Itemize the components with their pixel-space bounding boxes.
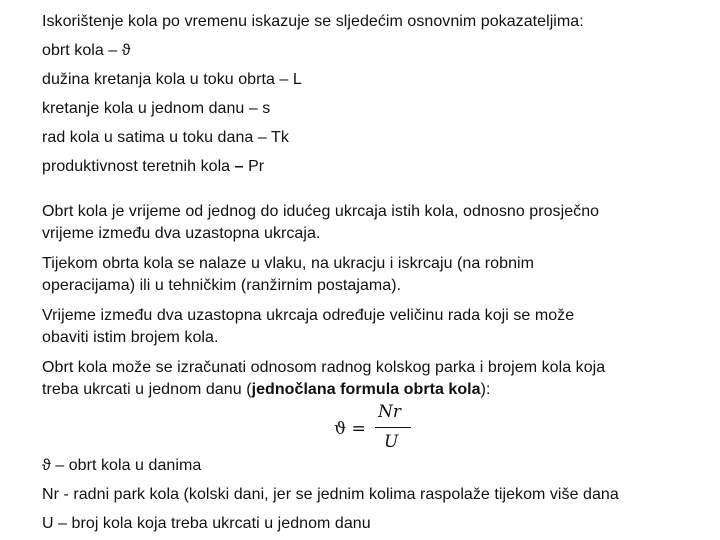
legend-item: U – broj kola koja treba ukrcati u jednom danu xyxy=(42,515,371,532)
paragraph-line: operacijama) ili u tehničkim (ranžirnim postajama). xyxy=(42,277,402,294)
paragraph-line: vrijeme između dva uzastopna ukrcaja. xyxy=(42,225,321,242)
fraction-bar xyxy=(375,427,411,428)
intro-text: Iskorištenje kola po vremenu iskazuje se sljedećim osnovnim pokazateljima: xyxy=(42,13,584,30)
paragraph-line: obaviti istim brojem kola. xyxy=(42,329,219,346)
indicator-item xyxy=(42,157,264,177)
formula-name: jednočlana formula obrta kola xyxy=(251,381,481,398)
formula-paragraph-line: Obrt kola može se izračunati odnosom radnog kolskog parka i brojem kola koja xyxy=(42,359,606,376)
formula-denominator: U xyxy=(384,432,399,452)
paragraph-line: Tijekom obrta kola se nalaze u vlaku, na ukracju i iskrcaju (na robnim xyxy=(42,255,535,272)
indicator-text: produktivnost teretnih kola xyxy=(42,158,235,175)
formula-lhs: ϑ = xyxy=(334,419,366,439)
turnover-formula xyxy=(334,400,424,456)
indicator-item: obrt kola – ϑ xyxy=(42,42,131,59)
formula-numerator: Nr xyxy=(378,402,402,422)
legend-item: ϑ – obrt kola u danima xyxy=(42,457,202,474)
formula-paragraph-text: ): xyxy=(480,381,491,398)
indicator-symbol: Pr xyxy=(243,158,265,175)
formula-paragraph-line xyxy=(42,380,491,400)
paragraph-line: Vrijeme između dva uzastopna ukrcaja određuje veličinu rada koji se može xyxy=(42,307,575,324)
legend-item: Nr - radni park kola (kolski dani, jer se jednim kolima raspolaže tijekom više dana xyxy=(42,486,619,503)
paragraph-line: Obrt kola je vrijeme od jednog do idućeg ukrcaja istih kola, odnosno prosječno xyxy=(42,203,600,220)
indicator-item: rad kola u satima u toku dana – Tk xyxy=(42,129,289,146)
indicator-item: kretanje kola u jednom danu – s xyxy=(42,100,271,117)
indicator-item: dužina kretanja kola u toku obrta – L xyxy=(42,71,302,88)
formula-paragraph-text: treba ukrcati u jednom danu ( xyxy=(42,381,252,398)
indicator-dash: – xyxy=(234,158,244,175)
